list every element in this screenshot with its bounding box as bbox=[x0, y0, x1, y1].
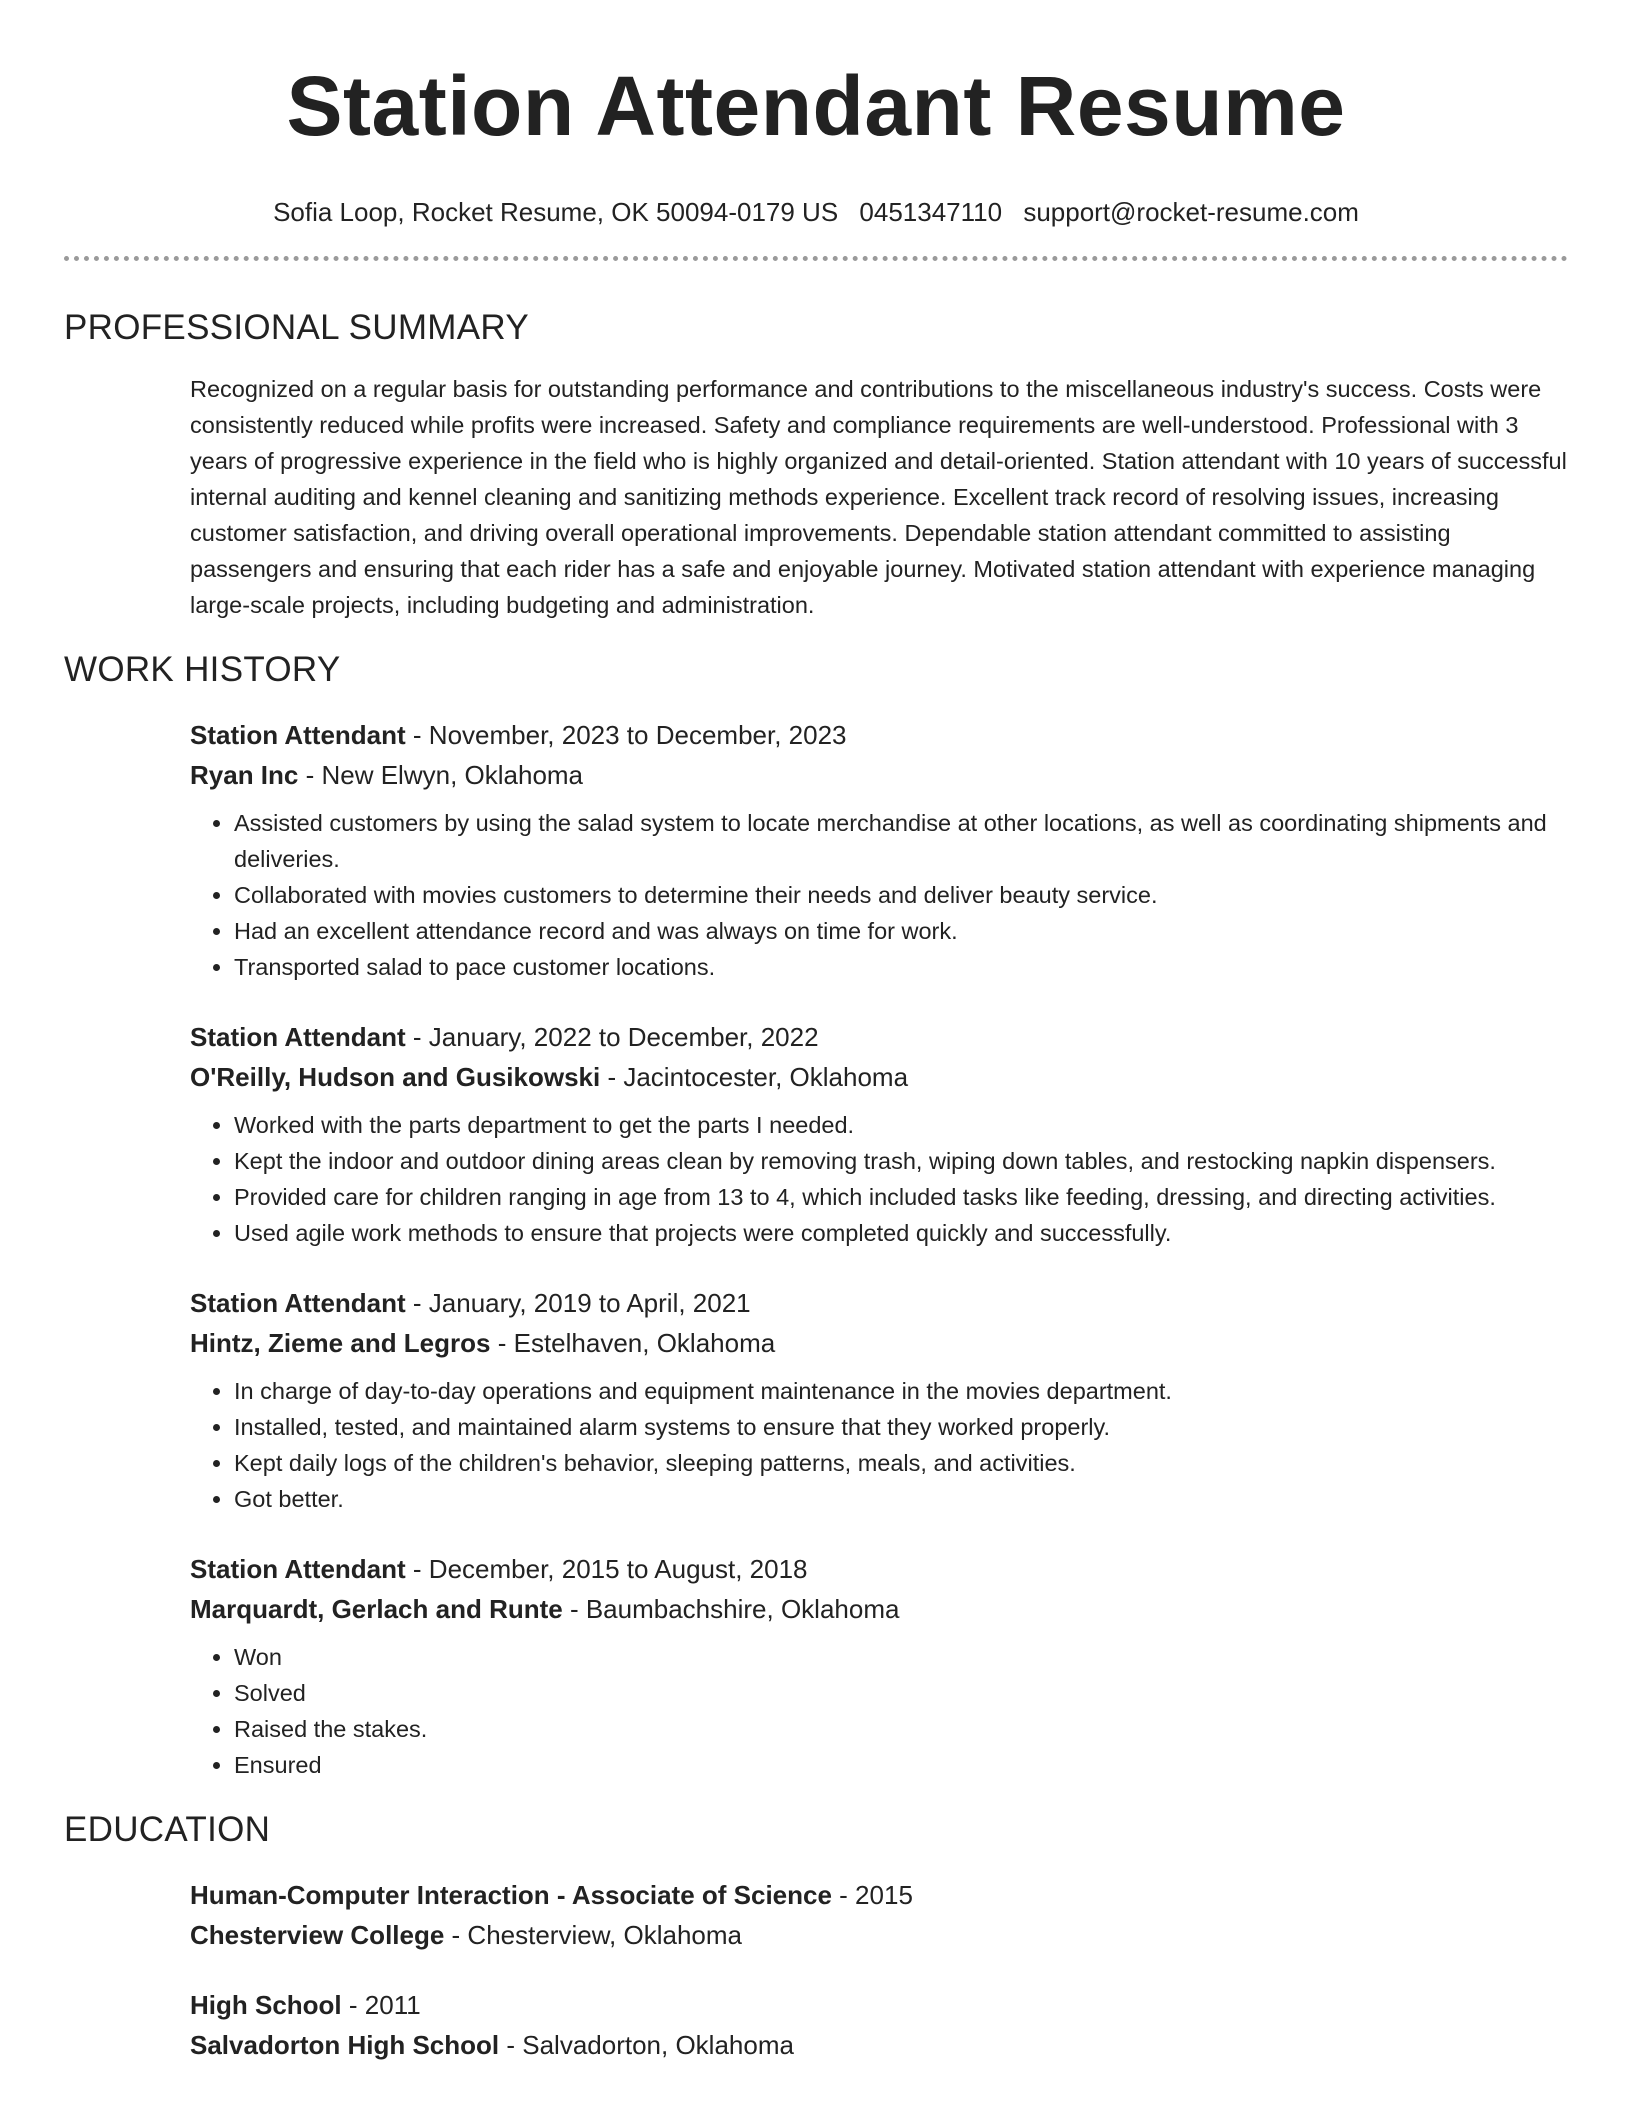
job-role: Station Attendant bbox=[190, 1554, 406, 1584]
job-bullet: • Got better. bbox=[234, 1481, 1568, 1517]
job-dates: - November, 2023 to December, 2023 bbox=[405, 720, 847, 750]
job-bullet: • Kept the indoor and outdoor dining areas clean by removing trash, wiping down tables, and restocking napkin dispensers. bbox=[234, 1143, 1568, 1179]
job-role-line bbox=[190, 1283, 1568, 1323]
job-entry bbox=[190, 1549, 1568, 1783]
job-bullets bbox=[190, 805, 1568, 985]
job-bullet: • Collaborated with movies customers to determine their needs and deliver beauty service. bbox=[234, 877, 1568, 913]
job-bullet: • Won bbox=[234, 1639, 1568, 1675]
job-bullet: • Assisted customers by using the salad system to locate merchandise at other locations, as well as coordinating shipments and deliveries. bbox=[234, 805, 1568, 877]
education-entry bbox=[190, 1985, 1568, 2065]
job-bullets bbox=[190, 1107, 1568, 1251]
contact-line bbox=[64, 196, 1568, 228]
job-company: Hintz, Zieme and Legros bbox=[190, 1328, 491, 1358]
job-location: - Estelhaven, Oklahoma bbox=[490, 1328, 776, 1358]
header-divider bbox=[64, 256, 1568, 261]
job-entry bbox=[190, 715, 1568, 985]
job-bullets bbox=[190, 1373, 1568, 1517]
job-role-line bbox=[190, 1017, 1568, 1057]
job-entry bbox=[190, 1283, 1568, 1517]
job-dates: - January, 2022 to December, 2022 bbox=[405, 1022, 819, 1052]
contact-address: Sofia Loop, Rocket Resume, OK 50094-0179 US bbox=[273, 197, 839, 227]
education-entry bbox=[190, 1875, 1568, 1955]
summary-text: Recognized on a regular basis for outstanding performance and contributions to the miscellaneous industry's success. Costs were consistently reduced while profits were increased. Safety and compliance requirements are well-understood. Professional with 3 years of progressive experience in the field who is highly organized and detail-oriented. Station attendant with 10 years of successful internal auditing and kennel cleaning and sanitizing methods experience. Excellent track record of resolving issues, increasing customer satisfaction, and driving overall operational improvements. Dependable station attendant committed to assisting passengers and ensuring that each rider has a safe and enjoyable journey. Motivated station attendant with experience managing large-scale projects, including budgeting and administration. bbox=[190, 376, 1567, 618]
job-company: Ryan Inc bbox=[190, 760, 299, 790]
resume-title: Station Attendant Resume bbox=[286, 59, 1346, 153]
job-location: - Baumbachshire, Oklahoma bbox=[562, 1594, 900, 1624]
education-school: Chesterview College bbox=[190, 1920, 445, 1950]
contact-email[interactable]: support@rocket-resume.com bbox=[1023, 197, 1359, 227]
job-bullet: • Installed, tested, and maintained alarm systems to ensure that they worked properly. bbox=[234, 1409, 1568, 1445]
job-bullet: • Transported salad to pace customer locations. bbox=[234, 949, 1568, 985]
job-role: Station Attendant bbox=[190, 1288, 406, 1318]
education-location: - Salvadorton, Oklahoma bbox=[499, 2030, 794, 2060]
section-title-summary: PROFESSIONAL SUMMARY bbox=[64, 308, 529, 347]
education-degree-line bbox=[190, 1985, 1568, 2025]
job-company: O'Reilly, Hudson and Gusikowski bbox=[190, 1062, 601, 1092]
education-year: - 2015 bbox=[831, 1880, 913, 1910]
job-dates: - December, 2015 to August, 2018 bbox=[405, 1554, 808, 1584]
education-location: - Chesterview, Oklahoma bbox=[444, 1920, 742, 1950]
job-bullet: • Had an excellent attendance record and was always on time for work. bbox=[234, 913, 1568, 949]
job-bullet: • Raised the stakes. bbox=[234, 1711, 1568, 1747]
education-school: Salvadorton High School bbox=[190, 2030, 500, 2060]
job-dates: - January, 2019 to April, 2021 bbox=[405, 1288, 751, 1318]
contact-phone: 0451347110 bbox=[859, 197, 1003, 227]
education-school-line bbox=[190, 2025, 1568, 2065]
job-location: - Jacintocester, Oklahoma bbox=[600, 1062, 909, 1092]
job-role: Station Attendant bbox=[190, 720, 406, 750]
section-title-work-history: WORK HISTORY bbox=[64, 650, 341, 689]
job-bullet: • Used agile work methods to ensure that projects were completed quickly and successfully. bbox=[234, 1215, 1568, 1251]
job-entry bbox=[190, 1017, 1568, 1251]
job-bullet: • Provided care for children ranging in age from 13 to 4, which included tasks like feeding, dressing, and directing activities. bbox=[234, 1179, 1568, 1215]
job-bullets bbox=[190, 1639, 1568, 1783]
job-bullet: • In charge of day-to-day operations and equipment maintenance in the movies department. bbox=[234, 1373, 1568, 1409]
job-company-line bbox=[190, 1057, 1568, 1097]
job-company-line bbox=[190, 1323, 1568, 1363]
education-year: - 2011 bbox=[341, 1990, 421, 2020]
job-company-line bbox=[190, 1589, 1568, 1629]
job-location: - New Elwyn, Oklahoma bbox=[298, 760, 584, 790]
job-bullet: • Worked with the parts department to get the parts I needed. bbox=[234, 1107, 1568, 1143]
job-bullet: • Solved bbox=[234, 1675, 1568, 1711]
job-bullet: • Kept daily logs of the children's behavior, sleeping patterns, meals, and activities. bbox=[234, 1445, 1568, 1481]
job-role-line bbox=[190, 1549, 1568, 1589]
education-degree: Human-Computer Interaction - Associate of Science bbox=[190, 1880, 832, 1910]
education-degree: High School bbox=[190, 1990, 342, 2020]
job-company-line bbox=[190, 755, 1568, 795]
job-role: Station Attendant bbox=[190, 1022, 406, 1052]
education-school-line bbox=[190, 1915, 1568, 1955]
education-degree-line bbox=[190, 1875, 1568, 1915]
job-role-line bbox=[190, 715, 1568, 755]
section-title-education: EDUCATION bbox=[64, 1810, 271, 1849]
job-bullet: • Ensured bbox=[234, 1747, 1568, 1783]
job-company: Marquardt, Gerlach and Runte bbox=[190, 1594, 563, 1624]
